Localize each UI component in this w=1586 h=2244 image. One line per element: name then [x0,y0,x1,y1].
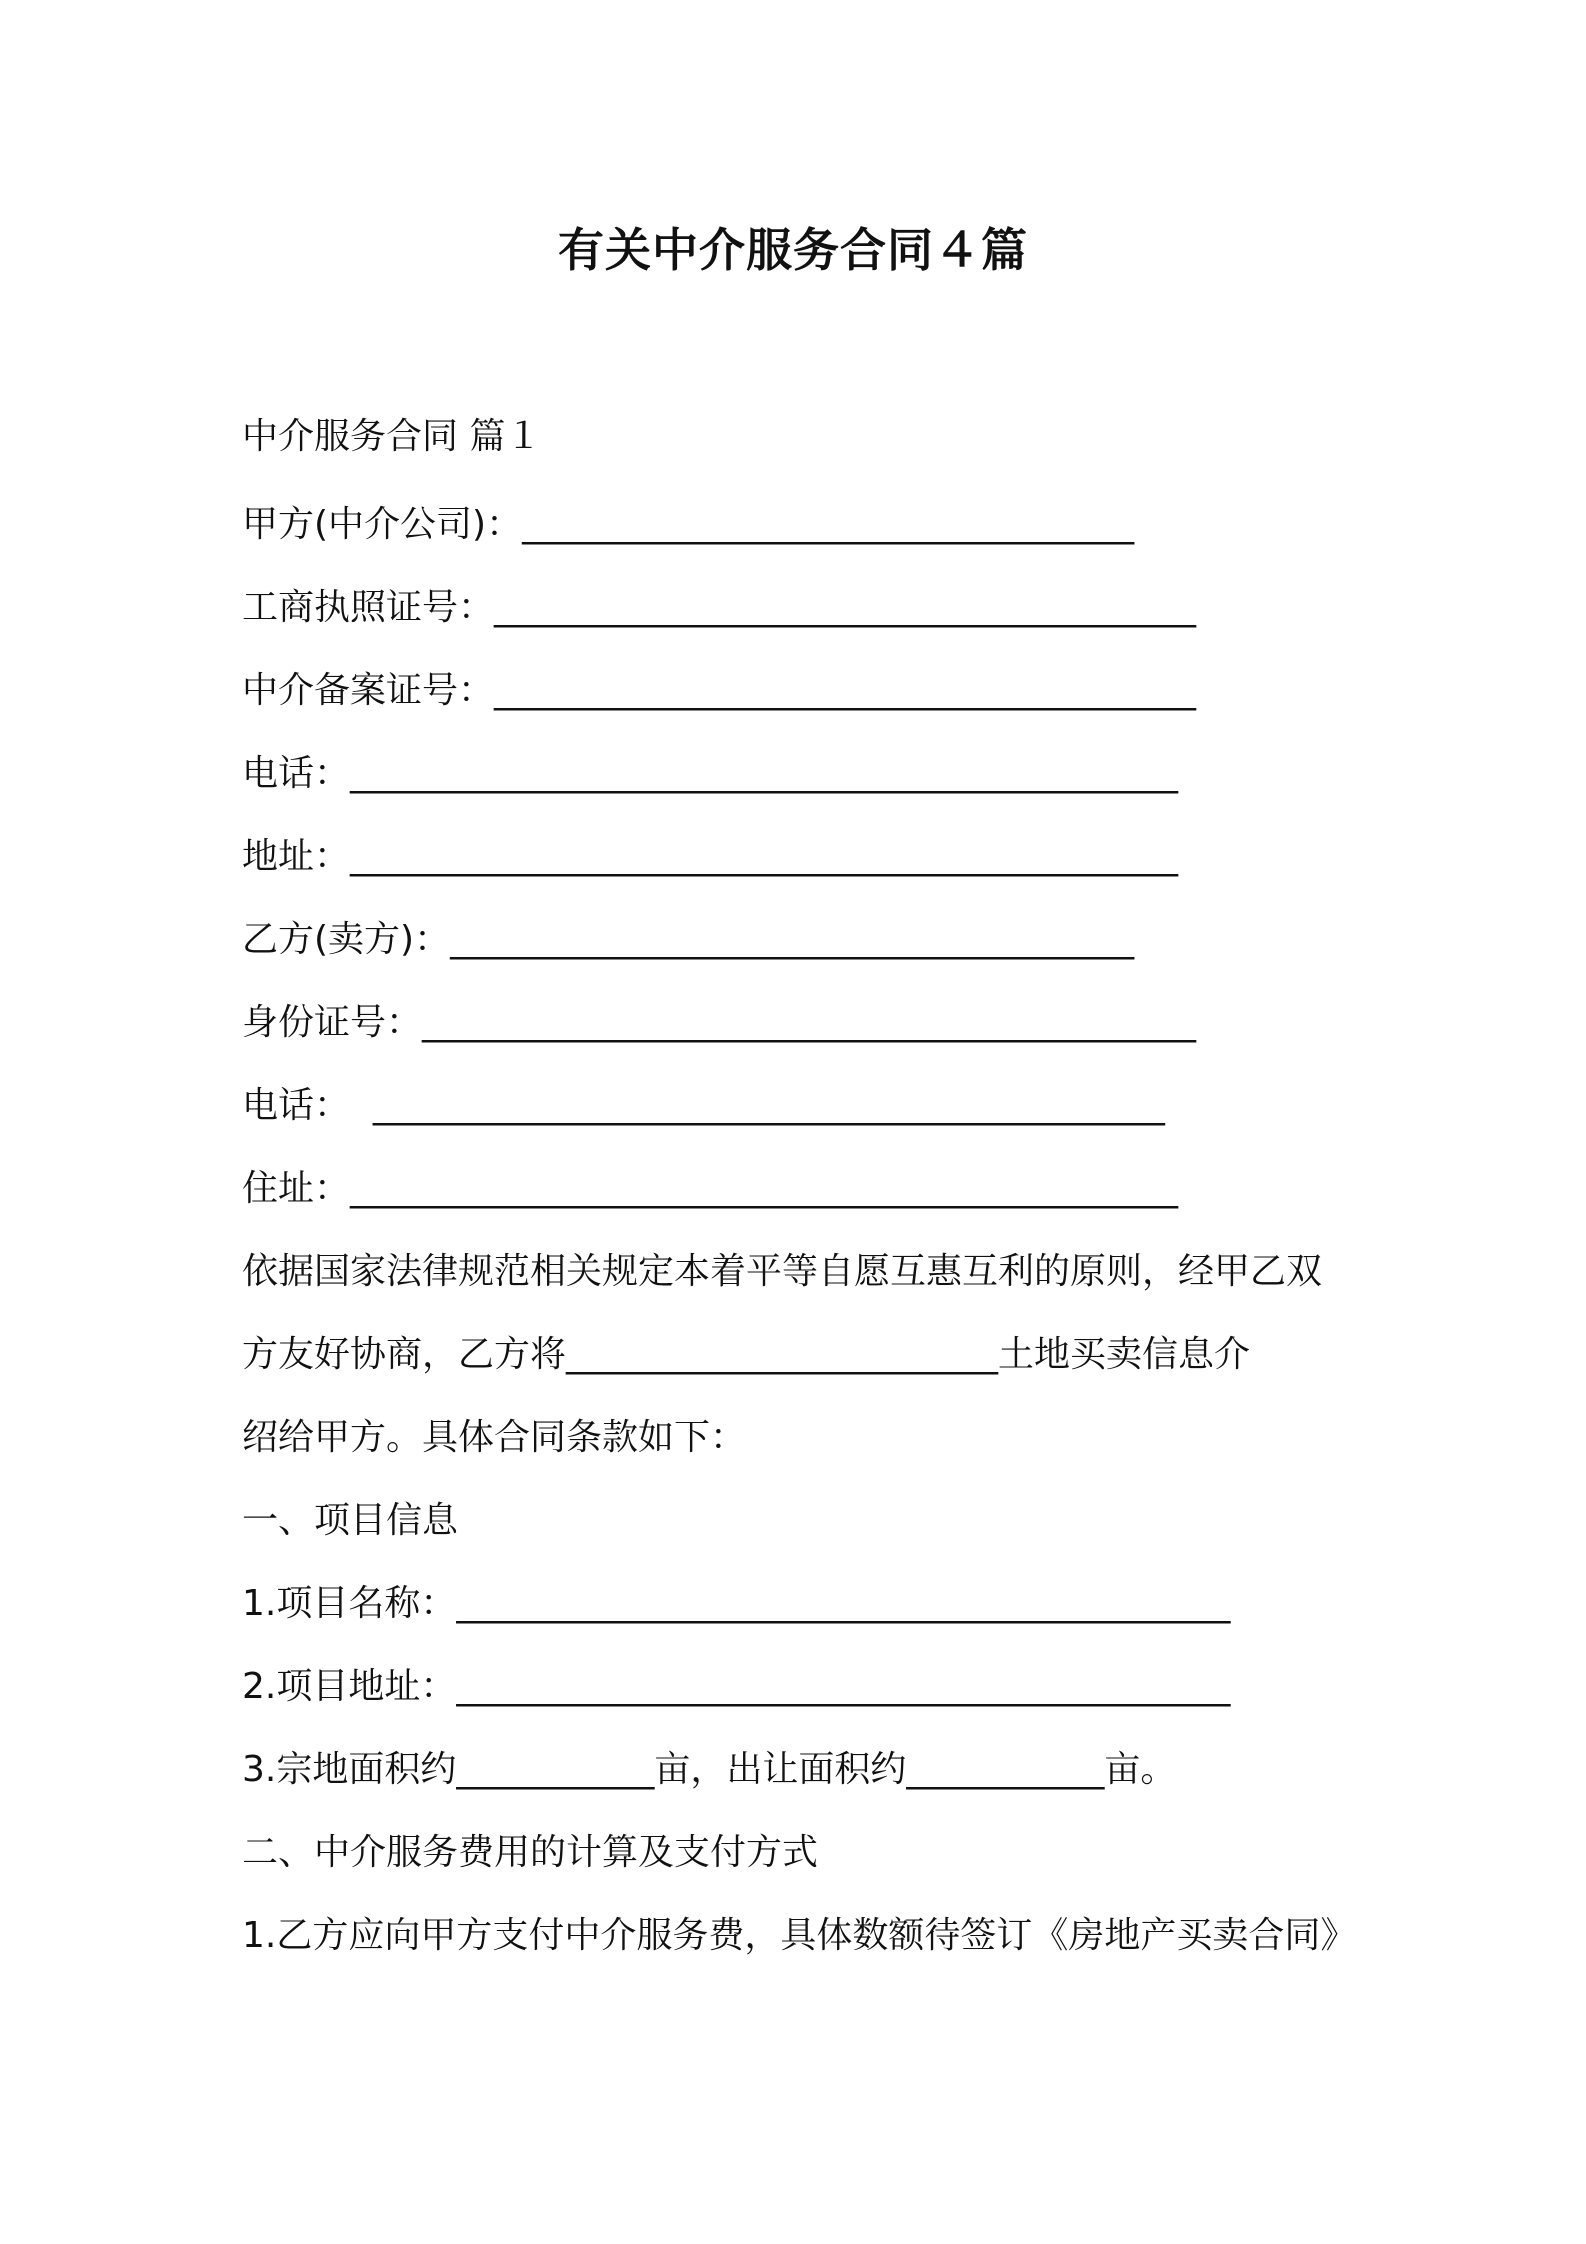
project-name-field: 1.项目名称：___________________________________________ [242,1583,1231,1624]
paragraph-line: 方友好协商，乙方将________________________土地买卖信息介 [242,1334,1251,1375]
paragraph-line: 绍给甲方。具体合同条款如下： [242,1417,747,1458]
paragraph-line: 依据国家法律规范相关规定本着平等自愿互惠互利的原则，经甲乙双 [242,1251,1323,1292]
project-address-field: 2.项目地址：___________________________________________ [242,1666,1231,1707]
party-a-phone-field: 电话：______________________________________________ [242,753,1179,794]
party-b-phone-field: 电话： ____________________________________________ [242,1085,1165,1126]
section-heading: 中介服务合同 篇１ [242,416,542,457]
section-heading: 二、中介服务费用的计算及支付方式 [242,1832,819,1873]
land-area-field: 3.宗地面积约___________亩，出让面积约___________亩。 [242,1749,1177,1790]
paragraph-line: 1.乙方应向甲方支付中介服务费，具体数额待签订《房地产买卖合同》 [242,1915,1357,1956]
agency-record-field: 中介备案证号：_______________________________________ [242,670,1197,711]
section-heading: 一、项目信息 [242,1500,459,1541]
business-license-field: 工商执照证号：_______________________________________ [242,587,1197,628]
party-a-field: 甲方(中介公司)：__________________________________ [242,504,1135,545]
document-title: 有关中介服务合同４篇 [558,223,1028,277]
party-a-address-field: 地址：______________________________________________ [242,836,1179,877]
id-number-field: 身份证号：___________________________________________ [242,1002,1197,1043]
party-b-address-field: 住址：______________________________________________ [242,1168,1179,1209]
party-b-field: 乙方(卖方)：______________________________________ [242,919,1135,960]
